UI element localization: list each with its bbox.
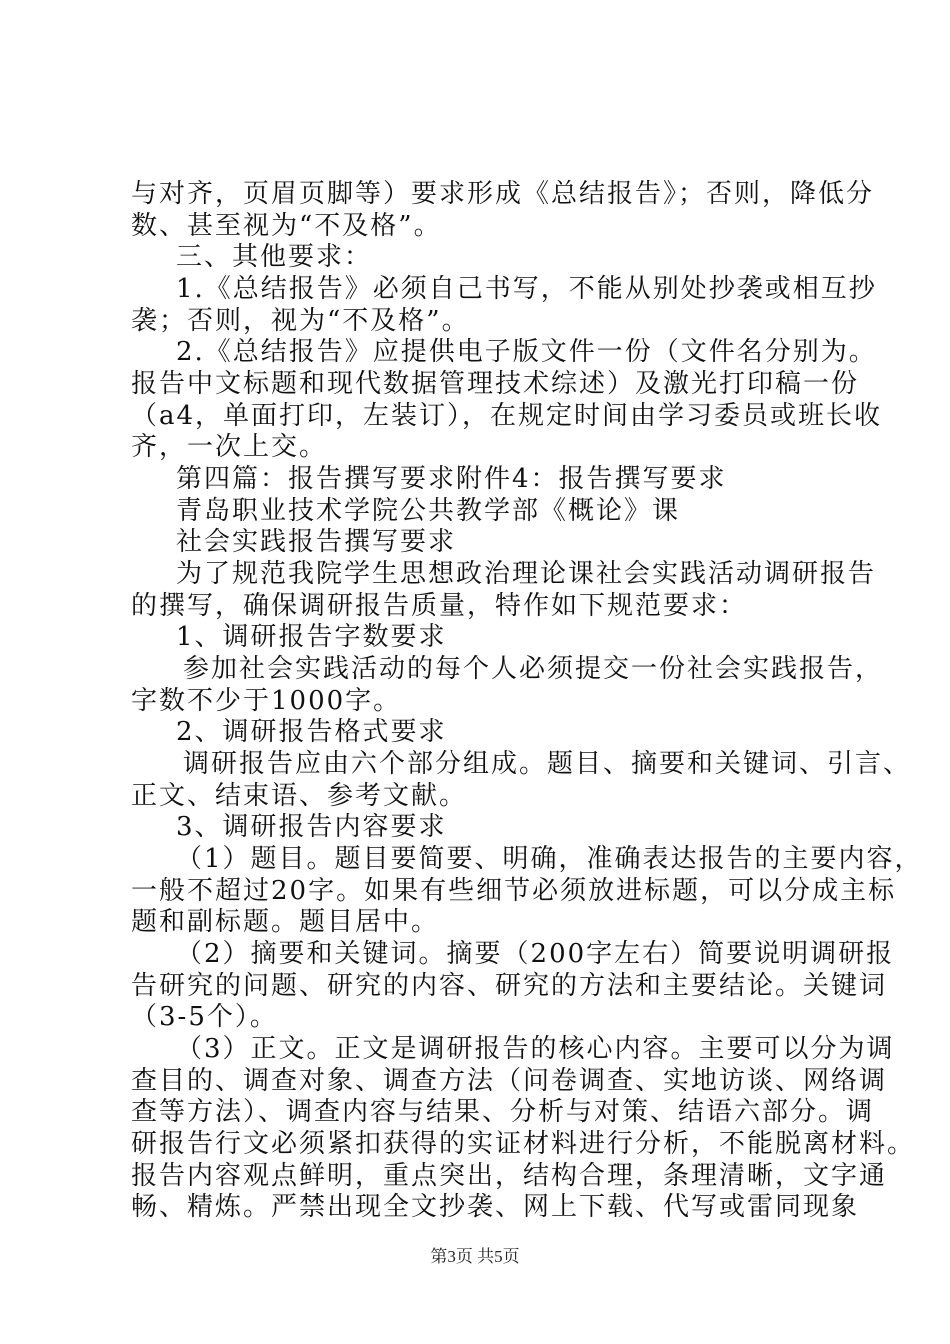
text-line: 的撰写，确保调研报告质量，特作如下规范要求： <box>131 591 748 621</box>
text-line: 字数不少于1000字。 <box>131 686 402 716</box>
section-heading: 三、其他要求： <box>176 242 373 272</box>
text-line: （1）题目。题目要简要、明确，准确表达报告的主要内容， <box>176 844 923 874</box>
text-line: （3）正文。正文是调研报告的核心内容。主要可以分为调 <box>176 1034 895 1064</box>
text-line: 齐，一次上交。 <box>131 432 328 462</box>
text-line: 调研报告应由六个部分组成。题目、摘要和关键词、引言、 <box>183 749 912 779</box>
text-line: 告研究的问题、研究的内容、研究的方法和主要结论。关键词 <box>131 971 888 1001</box>
section-heading: 2、调研报告格式要求 <box>176 717 447 747</box>
text-line: 题和副标题。题目居中。 <box>131 907 440 937</box>
text-line: 青岛职业技术学院公共教学部《概论》课 <box>176 496 681 526</box>
text-line: 报告内容观点鲜明，重点突出，结构合理，条理清晰，文字通 <box>131 1161 888 1191</box>
text-line: 报告中文标题和现代数据管理技术综述）及激光打印稿一份 <box>131 369 860 399</box>
text-line: 数、甚至视为“不及格”。 <box>131 211 442 241</box>
text-line: （a4，单面打印，左装订），在规定时间由学习委员或班长收 <box>131 401 883 431</box>
document-title: 社会实践报告撰写要求 <box>176 527 457 557</box>
text-line: 1.《总结报告》必须自己书写，不能从别处抄袭或相互抄 <box>176 274 877 304</box>
section-heading: 3、调研报告内容要求 <box>176 812 447 842</box>
text-line: 研报告行文必须紧扣获得的实证材料进行分析，不能脱离材料。 <box>131 1129 916 1159</box>
text-line: 与对齐，页眉页脚等）要求形成《总结报告》；否则，降低分 <box>131 179 875 209</box>
text-line: 一般不超过20字。如果有些细节必须放进标题，可以分成主标 <box>131 876 897 906</box>
section-heading: 1、调研报告字数要求 <box>176 622 447 652</box>
text-line: 正文、结束语、参考文献。 <box>131 781 468 811</box>
text-line: 查目的、调查对象、调查方法（问卷调查、实地访谈、网络调 <box>131 1066 888 1096</box>
page-footer: 第3页 共5页 <box>430 1247 520 1266</box>
text-line: （2）摘要和关键词。摘要（200字左右）简要说明调研报 <box>176 939 895 969</box>
text-line: （3-5个）。 <box>131 1002 278 1032</box>
chapter-heading: 第四篇：报告撰写要求附件4：报告撰写要求 <box>176 464 727 494</box>
text-line: 2.《总结报告》应提供电子版文件一份（文件名分别为。 <box>176 337 877 367</box>
text-line: 袭；否则，视为“不及格”。 <box>131 306 470 336</box>
text-line: 参加社会实践活动的每个人必须提交一份社会实践报告， <box>183 654 884 684</box>
text-line: 查等方法）、调查内容与结果、分析与对策、结语六部分。调 <box>131 1097 875 1127</box>
text-line: 畅、精炼。严禁出现全文抄袭、网上下载、代写或雷同现象 <box>131 1192 860 1222</box>
text-line: 为了规范我院学生思想政治理论课社会实践活动调研报告 <box>176 559 877 589</box>
